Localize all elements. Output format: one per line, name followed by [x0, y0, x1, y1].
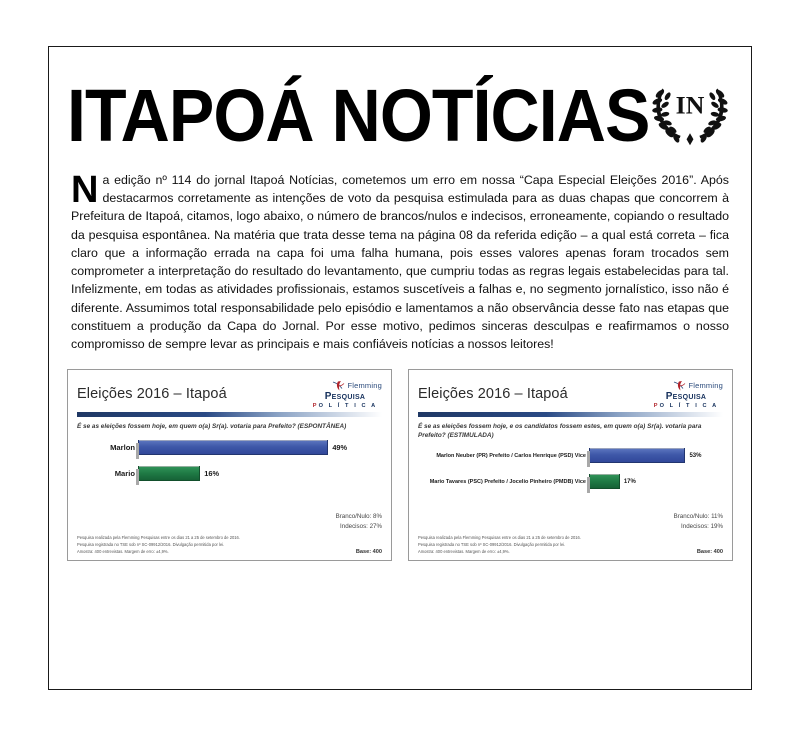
- chart-title: Eleições 2016 – Itapoá: [77, 386, 227, 403]
- bar-value-label: 16%: [204, 469, 220, 479]
- chart-question: É se as eleições fossem hoje, em quem o(a) Sr(a). votaria para Prefeito? (ESPONTÂNEA): [77, 422, 347, 430]
- source-line: Pesquisa registrada no TSE sob nº SC-09912/2016. Divulgação permitida por lei.: [418, 542, 566, 548]
- stat-indecisos: Indecisos: 19%: [681, 522, 723, 530]
- bar-row: [77, 465, 382, 482]
- brand-politica-initial: P: [312, 402, 319, 409]
- bar-row: [418, 473, 723, 490]
- title-divider: [77, 412, 382, 417]
- source-line: Amostra: 400 entrevistas. Margem de erro: ±4,9%.: [418, 548, 510, 554]
- brand-pesquisa: Pesquisa: [665, 391, 707, 403]
- source-line: Pesquisa realizada pela Flemming Pesquisas entre os dias 21 a 25 de setembro de 2016.: [77, 535, 240, 541]
- laurel-wreath-logo: [647, 73, 733, 147]
- bar-mario-tavares: [589, 474, 620, 489]
- charts-row: [49, 353, 751, 561]
- chart-source-note: [418, 535, 581, 555]
- bar-marlon-neuber: [589, 448, 685, 463]
- chart-base-label: Base: 400: [355, 549, 382, 556]
- chart-title: Eleições 2016 – Itapoá: [418, 386, 568, 403]
- chart-base-label: Base: 400: [696, 549, 723, 556]
- bar-mario: [138, 466, 200, 481]
- source-line: Amostra: 400 entrevistas. Margem de erro: ±4,9%.: [77, 548, 169, 554]
- flemming-logo: [308, 378, 382, 409]
- bar-category-label: Mario Tavares (PSC) Prefeito / Jocelio Pinheiro (PMDB) Vice: [429, 478, 586, 485]
- title-divider: [418, 412, 723, 417]
- flemming-logo: [649, 378, 723, 409]
- article-body: [49, 167, 751, 353]
- brand-politica-rest: O L Í T I C A: [318, 402, 378, 409]
- bar-shadow: [587, 477, 590, 493]
- bar-row: [77, 439, 382, 456]
- bar-shadow: [136, 469, 139, 485]
- bar-category-label: Marlon Neuber (PR) Prefeito / Carlos Henrique (PSD) Vice: [436, 452, 586, 459]
- page-title: ITAPOÁ NOTÍCIAS: [67, 73, 650, 157]
- newspaper-page: [48, 46, 752, 690]
- chart-card-espontanea: [67, 369, 392, 561]
- bar-shadow: [587, 451, 590, 467]
- brand-name: Flemming: [688, 381, 723, 391]
- brand-politica: [649, 403, 723, 409]
- article-dropcap: N: [71, 169, 99, 211]
- bar-shadow: [136, 443, 139, 459]
- stat-branco-nulo: Branco/Nulo: 8%: [335, 512, 382, 520]
- chart-question: É se as eleições fossem hoje, e os candidatos fossem estes, em quem o(a) Sr(a). votaria para Prefeito? (ESTIMULADA): [418, 422, 702, 440]
- chart-stats: [418, 512, 723, 532]
- chart-footer: [418, 535, 723, 555]
- chart-stats: [77, 512, 382, 532]
- chart-header: [77, 378, 382, 409]
- bar-value-label: 49%: [332, 443, 348, 453]
- chart-header: [418, 378, 723, 409]
- source-line: Pesquisa realizada pela Flemming Pesquisas entre os dias 21 a 25 de setembro de 2016.: [418, 535, 581, 541]
- logo-monogram-text: IN: [675, 90, 705, 120]
- stat-indecisos: Indecisos: 27%: [340, 522, 382, 530]
- chart-plot-area: [77, 433, 382, 511]
- chart-source-note: [77, 535, 240, 555]
- bar-category-label: Marlon: [110, 443, 135, 453]
- chart-plot-area: [418, 441, 723, 512]
- flemming-mark-icon: [673, 380, 686, 392]
- article-text: a edição nº 114 do jornal Itapoá Notícias, cometemos um erro em nossa “Capa Especial Eleições 2016”. Após destacarmos corretamente as intenções de voto da pesquisa estimulada para as duas chapas que concorrem à Prefeitura de Itapoá, citamos, logo abaixo, o número de brancos/nulos e indecisos, erroneamente, copiando o resultado da pesquisa espontânea. Na matéria que trata desse tema na página 08 da referida edição – a qual está correta – fica claro que a informação errada na capa foi uma falha humana, pois esses valores apenas foram trocados sem comprometer a interpretação do resultado do levantamento, que cumpriu todas as regras legais estabelecidas para tal. Infelizmente, em todas as atividades profissionais, estamos suscetíveis a falhas e, no segmento jornalístico, isso não é diferente. Assumimos total responsabilidade pelo episódio e lamentamos a não observância desse fato nas etapas que constituem a produção da Capa do Jornal. Por esse motivo, pedimos sinceras desculpas e reafirmamos o nosso compromisso de sempre levar as principais e mais confiáveis notícias a nossos leitores!: [71, 173, 729, 352]
- source-line: Pesquisa registrada no TSE sob nº SC-09912/2016. Divulgação permitida por lei.: [77, 542, 225, 548]
- chart-card-estimulada: [408, 369, 733, 561]
- flemming-mark-icon: [332, 380, 345, 392]
- brand-name: Flemming: [347, 381, 382, 391]
- stat-branco-nulo: Branco/Nulo: 11%: [673, 512, 723, 520]
- brand-politica-rest: O L Í T I C A: [659, 402, 719, 409]
- chart-footer: [77, 535, 382, 555]
- bar-category-label: Mario: [114, 469, 135, 479]
- brand-politica: [308, 403, 382, 409]
- bar-value-label: 53%: [689, 452, 702, 459]
- brand-pesquisa: Pesquisa: [324, 391, 366, 403]
- bar-row: [418, 447, 723, 464]
- brand-politica-initial: P: [653, 402, 660, 409]
- bar-marlon: [138, 440, 328, 455]
- bar-value-label: 17%: [623, 478, 636, 485]
- masthead: [49, 47, 751, 167]
